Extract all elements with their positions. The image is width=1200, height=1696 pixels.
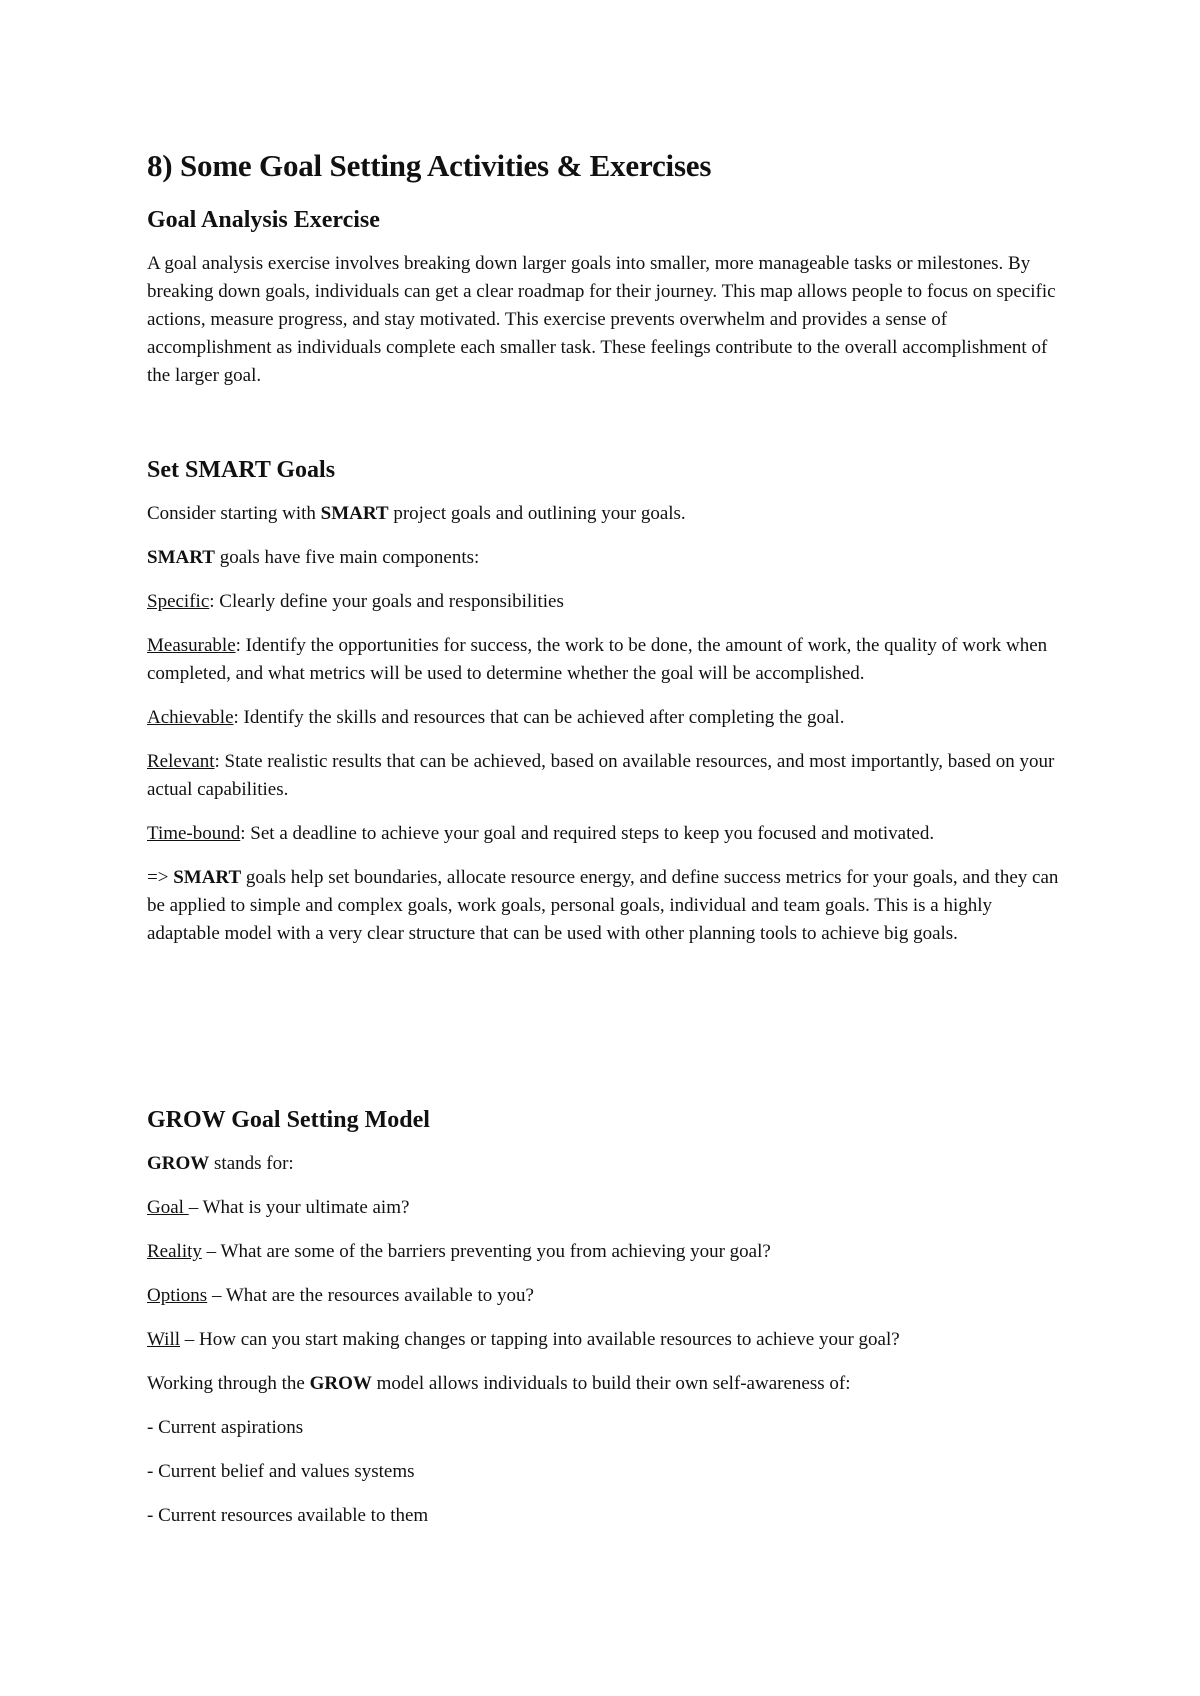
smart-definition: : Set a deadline to achieve your goal and required steps to keep you focused and motivated.	[240, 823, 935, 844]
grow-bullet: - Current belief and values systems	[147, 1461, 415, 1482]
grow-bullet: - Current resources available to them	[147, 1505, 429, 1526]
grow-working-text: Working through the	[147, 1373, 310, 1394]
grow-term: Reality	[147, 1241, 202, 1262]
smart-term: Achievable	[147, 707, 234, 728]
grow-bullet: - Current aspirations	[147, 1417, 304, 1438]
smart-item-relevant	[147, 748, 1067, 804]
smart-heading: Set SMART Goals	[147, 457, 336, 483]
grow-working-bold: GROW	[309, 1373, 372, 1394]
smart-summary-bold: SMART	[173, 867, 242, 888]
smart-components	[147, 544, 1067, 572]
grow-section	[147, 1106, 1067, 1546]
smart-item-specific	[147, 588, 1067, 616]
grow-definition: – How can you start making changes or tapping into available resources to achieve your goal?	[180, 1329, 900, 1350]
smart-definition: : State realistic results that can be achieved, based on available resources, and most importantly, based on your actual capabilities.	[147, 751, 1055, 800]
smart-section	[147, 456, 1067, 964]
grow-term: Options	[147, 1285, 208, 1306]
grow-stands-bold: GROW	[147, 1153, 210, 1174]
grow-item-options	[147, 1282, 1067, 1310]
smart-components-text: goals have five main components:	[214, 547, 480, 568]
grow-item-will	[147, 1326, 1067, 1354]
smart-term: Relevant	[147, 751, 215, 772]
grow-stands-for	[147, 1150, 1067, 1178]
grow-term: Will	[147, 1329, 181, 1350]
grow-item-goal	[147, 1194, 1067, 1222]
smart-term: Measurable	[147, 635, 236, 656]
smart-item-time-bound	[147, 820, 1067, 848]
goal-analysis-section	[147, 206, 1067, 406]
smart-definition: : Clearly define your goals and responsibilities	[209, 591, 564, 612]
smart-intro-text: Consider starting with	[147, 503, 321, 524]
smart-intro-bold: SMART	[320, 503, 389, 524]
smart-intro-text-end: project goals and outlining your goals.	[388, 503, 686, 524]
grow-stands-text: stands for:	[209, 1153, 294, 1174]
smart-term: Time-bound	[147, 823, 241, 844]
smart-item-measurable	[147, 632, 1067, 688]
page-title: 8) Some Goal Setting Activities & Exercises	[147, 148, 712, 183]
smart-components-bold: SMART	[147, 547, 215, 568]
smart-summary	[147, 864, 1067, 948]
smart-summary-arrow: =>	[147, 867, 174, 888]
grow-definition: – What are the resources available to you?	[207, 1285, 534, 1306]
smart-summary-text: goals help set boundaries, allocate resource energy, and define success metrics for your goals, and they can be applied to simple and complex goals, work goals, personal goals, individual and team goals. This is a highly adaptable model with a very clear structure that can be used with other planning tools to achieve big goals.	[147, 867, 1059, 944]
goal-analysis-heading: Goal Analysis Exercise	[147, 207, 380, 233]
grow-item-reality	[147, 1238, 1067, 1266]
grow-working-text-end: model allows individuals to build their own self-awareness of:	[371, 1373, 851, 1394]
grow-working-through	[147, 1370, 1067, 1398]
grow-heading: GROW Goal Setting Model	[147, 1107, 430, 1133]
grow-definition: – What are some of the barriers preventing you from achieving your goal?	[201, 1241, 771, 1262]
grow-term: Goal	[147, 1197, 189, 1218]
smart-item-achievable	[147, 704, 1067, 732]
grow-definition: – What is your ultimate aim?	[188, 1197, 410, 1218]
smart-term: Specific	[147, 591, 210, 612]
smart-definition: : Identify the skills and resources that can be achieved after completing the goal.	[233, 707, 845, 728]
goal-analysis-paragraph: A goal analysis exercise involves breaking down larger goals into smaller, more manageable tasks or milestones. By breaking down goals, individuals can get a clear roadmap for their journey. This map allows people to focus on specific actions, measure progress, and stay motivated. This exercise prevents overwhelm and provides a sense of accomplishment as individuals complete each smaller task. These feelings contribute to the overall accomplishment of the larger goal.	[147, 253, 1056, 386]
smart-definition: : Identify the opportunities for success, the work to be done, the amount of work, the quality of work when completed, and what metrics will be used to determine whether the goal will be accomplished.	[147, 635, 1048, 684]
smart-intro	[147, 500, 1067, 528]
